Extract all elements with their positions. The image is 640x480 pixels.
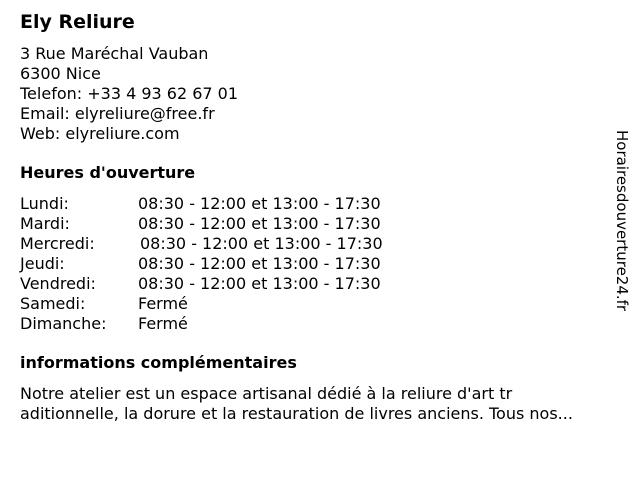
day-label: Mardi: [20, 214, 70, 233]
day-hours: 08:30 - 12:00 et 13:00 - 17:30 [138, 194, 381, 213]
opening-hours-heading: Heures d'ouverture [20, 163, 196, 182]
business-name: Ely Reliure [20, 11, 135, 33]
day-hours: 08:30 - 12:00 et 13:00 - 17:30 [138, 254, 381, 273]
day-label: Samedi: [20, 294, 86, 313]
phone-number: Telefon: +33 4 93 62 67 01 [20, 84, 239, 103]
day-hours: 08:30 - 12:00 et 13:00 - 17:30 [138, 274, 381, 293]
address-city: 6300 Nice [20, 64, 101, 83]
website: Web: elyreliure.com [20, 124, 180, 143]
info-line: aditionnelle, la dorure et la restauration de livres anciens. Tous nos... [20, 404, 573, 423]
day-label: Lundi: [20, 194, 69, 213]
info-line: Notre atelier est un espace artisanal dédié à la reliure d'art tr [20, 384, 513, 403]
day-label: Mercredi: [20, 234, 95, 253]
day-hours: Fermé [138, 314, 188, 333]
additional-info-heading: informations complémentaires [20, 353, 297, 372]
email-address: Email: elyreliure@free.fr [20, 104, 215, 123]
day-label: Vendredi: [20, 274, 96, 293]
day-hours: 08:30 - 12:00 et 13:00 - 17:30 [138, 214, 381, 233]
address-street: 3 Rue Maréchal Vauban [20, 44, 209, 63]
day-label: Jeudi: [20, 254, 65, 273]
day-hours: 08:30 - 12:00 et 13:00 - 17:30 [140, 234, 383, 253]
day-label: Dimanche: [20, 314, 107, 333]
contact-details [20, 44, 238, 144]
site-watermark: Horairesdouverture24.fr [613, 130, 631, 312]
additional-info-text [20, 384, 630, 424]
day-hours: Fermé [138, 294, 188, 313]
